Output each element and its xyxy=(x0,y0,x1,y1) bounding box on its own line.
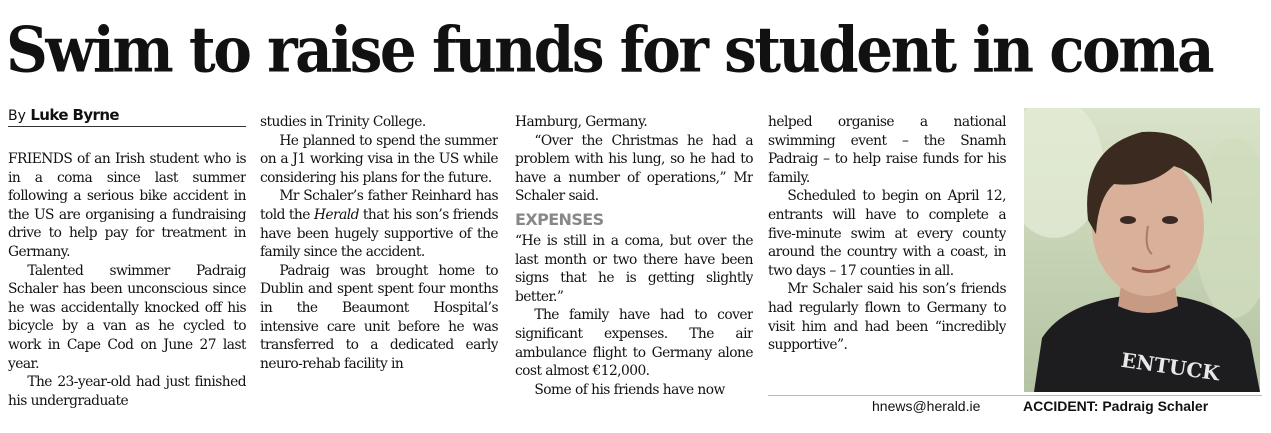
paragraph: The family have had to cover significant expenses. The air ambulance flight to Germany alone cost almost €12,000. xyxy=(515,307,753,380)
paragraph: The 23-year-old had just finished his undergraduate xyxy=(8,374,246,409)
paragraph: Padraig was brought home to Dublin and spent spent four months in the Beaumont Hospital’s intensive care unit before he was transferred to a dedicated early neuro-rehab facility in xyxy=(260,262,498,372)
paragraph xyxy=(260,187,498,261)
paragraph: He planned to spend the summer on a J1 working visa in the US while considering his plans for the future. xyxy=(260,132,498,186)
paragraph: Scheduled to begin on April 12, entrants will have to complete a five-minute swim at every county around the country with a coast, in two days – 17 counties in all. xyxy=(768,188,1006,279)
portrait-illustration xyxy=(1024,108,1260,392)
email-link[interactable]: hnews@herald.ie xyxy=(872,398,981,414)
paragraph: “Over the Christmas he had a problem with his lung, so he had to have a number of operations,” Mr Schaler said. xyxy=(515,132,753,205)
footer-rule xyxy=(768,395,1262,396)
paragraph: helped organise a national swimming event – the Snamh Padraig – to help raise funds for his family. xyxy=(768,114,1006,186)
photo-caption: ACCIDENT: Padraig Schaler xyxy=(1023,398,1209,414)
paragraph: Some of his friends have now xyxy=(534,381,725,398)
article-column-3 xyxy=(515,113,753,419)
byline xyxy=(8,104,246,127)
paragraph: Hamburg, Germany. xyxy=(515,114,648,130)
byline-author: Luke Byrne xyxy=(30,106,120,124)
paragraph: Mr Schaler said his son’s friends had regularly flown to Germany to visit him and had been “incredibly supportive”. xyxy=(768,281,1006,354)
article-column-4 xyxy=(768,113,1006,393)
paragraph: Talented swimmer Padraig Schaler has been unconscious since he was accidentally knocked off his bicycle by a van as he cycled to work in Cape Cod on June 27 last year. xyxy=(8,262,246,372)
subheading: EXPENSES xyxy=(515,209,604,229)
paragraph: studies in Trinity College. xyxy=(260,114,426,130)
headline: Swim to raise funds for student in coma xyxy=(6,13,1213,87)
text-span: that his son’s friends have been hugely supportive of the family since the accident. xyxy=(260,206,498,261)
article-column-2 xyxy=(260,113,498,419)
shirt-lettering: ENTUCK xyxy=(1119,347,1222,386)
article-column-1 xyxy=(8,150,246,420)
portrait-photo xyxy=(1024,108,1260,392)
byline-prefix: By xyxy=(8,108,26,124)
newspaper-name: Herald xyxy=(313,206,359,223)
text-span: Mr Schaler’s father Reinhard has told the xyxy=(260,188,498,223)
paragraph: FRIENDS of an Irish student who is in a coma since last summer following a serious bike accident in the US are organising a fundraising drive to help pay for treatment in Germany. xyxy=(8,151,246,260)
paragraph: “He is still in a coma, but over the last month or two there have been signs that he is getting slightly better.” xyxy=(515,232,753,305)
